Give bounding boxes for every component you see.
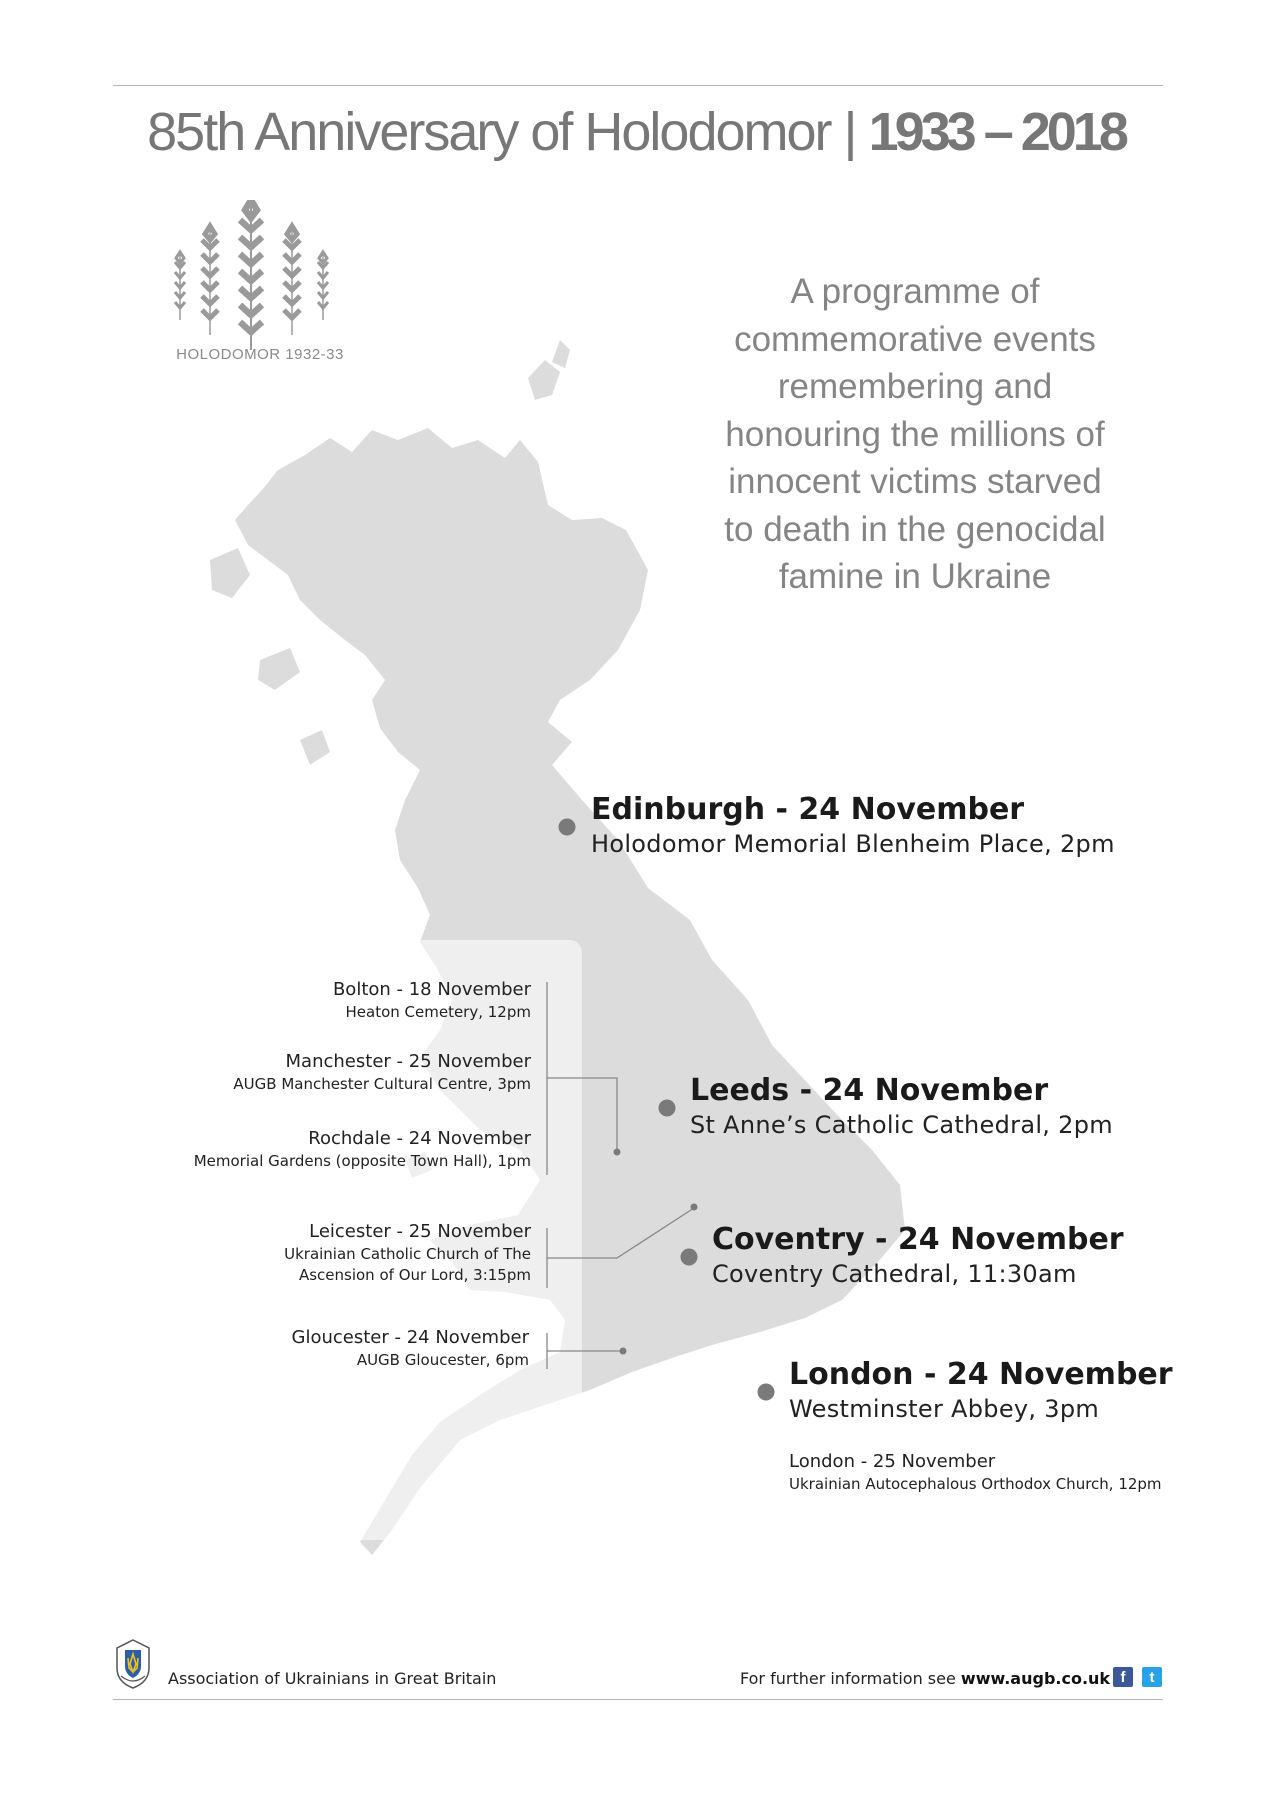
event-city: Edinburgh - 24 November — [591, 792, 1025, 827]
island-skye — [210, 548, 250, 598]
side-event-venue: Ukrainian Catholic Church of The — [284, 1245, 531, 1263]
marker-leicester — [691, 1204, 698, 1211]
intro-line: to death in the genocidal — [724, 509, 1106, 549]
side-event-venue: AUGB Manchester Cultural Centre, 3pm — [233, 1075, 531, 1093]
intro-text — [690, 268, 1140, 601]
event-leeds — [690, 1073, 1113, 1141]
event-city: London - 24 November — [789, 1357, 1173, 1392]
side-event-venue: AUGB Gloucester, 6pm — [356, 1351, 529, 1369]
marker-london — [758, 1384, 775, 1401]
island-islay — [300, 730, 330, 765]
event-london-extra — [789, 1450, 1162, 1495]
side-event-manchester — [233, 1050, 531, 1095]
augb-emblem-icon — [113, 1638, 153, 1690]
event-venue: St Anne’s Catholic Cathedral, 2pm — [690, 1111, 1113, 1139]
intro-line: remembering and — [777, 367, 1053, 406]
side-event-bolton — [333, 978, 531, 1023]
footer-info — [740, 1669, 1110, 1688]
intro-line: famine in Ukraine — [778, 557, 1052, 596]
island-mull — [258, 648, 300, 690]
event-city: Coventry - 24 November — [712, 1222, 1124, 1257]
side-event-city: Bolton - 18 November — [332, 979, 531, 1000]
extra-event-city: London - 25 November — [789, 1451, 996, 1472]
side-event-city: Rochdale - 24 November — [308, 1128, 531, 1149]
side-event-city: Manchester - 25 November — [285, 1051, 531, 1072]
marker-north — [614, 1149, 621, 1156]
side-event-venue: Memorial Gardens (opposite Town Hall), 1pm — [193, 1152, 531, 1170]
event-venue: Holodomor Memorial Blenheim Place, 2pm — [591, 830, 1115, 858]
side-event-city: Leicester - 25 November — [309, 1221, 531, 1242]
title-main: 85th Anniversary of Holodomor | — [147, 102, 869, 162]
intro-line: honouring the millions of — [725, 414, 1105, 454]
marker-coventry — [681, 1249, 698, 1266]
footer-organisation: Association of Ukrainians in Great Britain — [168, 1669, 497, 1688]
event-edinburgh — [591, 792, 1115, 860]
event-coventry — [712, 1222, 1124, 1290]
island-orkney — [528, 360, 560, 400]
bottom-divider — [113, 1699, 1163, 1700]
side-event-venue: Heaton Cemetery, 12pm — [345, 1003, 531, 1021]
event-venue: Westminster Abbey, 3pm — [789, 1395, 1100, 1423]
facebook-icon[interactable]: f — [1113, 1667, 1133, 1687]
event-city: Leeds - 24 November — [690, 1073, 1049, 1108]
twitter-icon[interactable]: t — [1142, 1667, 1162, 1687]
intro-line: innocent victims starved — [728, 462, 1102, 501]
logo-caption: HOLODOMOR 1932-33 — [176, 346, 344, 363]
wheat-ears-icon — [160, 200, 370, 370]
event-venue: Coventry Cathedral, 11:30am — [712, 1260, 1077, 1288]
side-event-gloucester — [292, 1326, 529, 1371]
event-london — [789, 1357, 1173, 1425]
marker-gloucester — [620, 1348, 627, 1355]
website-link[interactable]: www.augb.co.uk — [960, 1669, 1111, 1688]
side-event-city: Gloucester - 24 November — [291, 1327, 529, 1348]
marker-edinburgh — [559, 819, 576, 836]
intro-line: A programme of — [790, 272, 1040, 311]
title-years: 1933 – 2018 — [868, 102, 1125, 162]
footer-info-prefix: For further information see — [740, 1669, 961, 1688]
island-shetland — [552, 340, 570, 368]
marker-leeds — [659, 1100, 676, 1117]
side-event-leicester — [284, 1220, 531, 1286]
extra-event-venue: Ukrainian Autocephalous Orthodox Church, 12pm — [789, 1475, 1162, 1493]
side-event-venue: Ascension of Our Lord, 3:15pm — [298, 1266, 531, 1284]
intro-line: commemorative events — [734, 319, 1096, 359]
side-event-rochdale — [194, 1127, 531, 1172]
